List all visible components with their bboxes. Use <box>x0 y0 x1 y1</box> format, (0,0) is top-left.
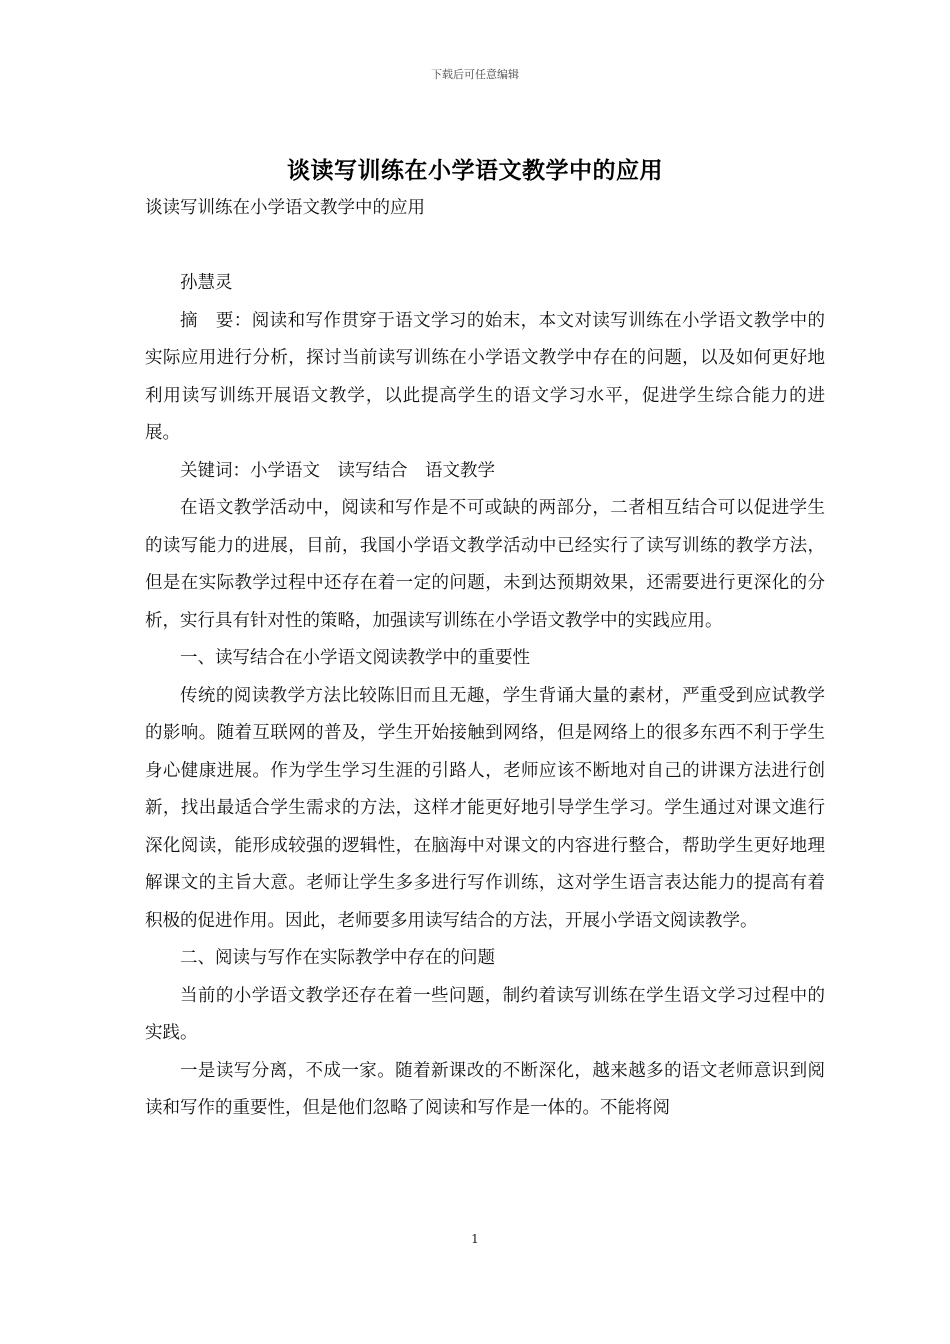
section-2-point-1-paragraph: 一是读写分离，不成一家。随着新课改的不断深化，越来越多的语文老师意识到阅读和写作的重要性，但是他们忽略了阅读和写作是一体的。不能将阅 <box>145 1060 825 1118</box>
section-1-heading: 一、读写结合在小学语文阅读教学中的重要性 <box>180 648 530 668</box>
abstract-paragraph: 摘 要：阅读和写作贯穿于语文学习的始末，本文对读写训练在小学语文教学中的实际应用进行分析，探讨当前读写训练在小学语文教学中存在的问题，以及如何更好地利用读写训练开展语文教学，以此提高学生的语文学习水平，促进学生综合能力的进展。 <box>145 310 825 443</box>
author-name: 孙慧灵 <box>180 273 233 293</box>
page-number: 1 <box>471 1232 479 1246</box>
document-body <box>145 190 825 1128</box>
header-note: 下载后可任意编辑 <box>431 68 519 81</box>
blank-line <box>145 228 825 266</box>
section-1-paragraph: 传统的阅读教学方法比较陈旧而且无趣，学生背诵大量的素材，严重受到应试教学的影响。随着互联网的普及，学生开始接触到网络，但是网络上的很多东西不利于学生身心健康进展。作为学生学习生涯的引路人，老师应该不断地对自己的讲课方法进行创新，找出最适合学生需求的方法，这样才能更好地引导学生学习。学生通过对课文進行深化阅读，能形成较强的逻辑性，在脑海中对课文的内容进行整合，帮助学生更好地理解课文的主旨大意。老师让学生多多进行写作训练，这对学生语言表达能力的提高有着积极的促进作用。因此，老师要多用读写结合的方法，开展小学语文阅读教学。 <box>145 685 825 931</box>
keywords-line: 关键词：小学语文 读写结合 语文教学 <box>180 460 495 481</box>
section-2-paragraph: 当前的小学语文教学还存在着一些问题，制约着读写训练在学生语文学习过程中的实践。 <box>145 985 825 1043</box>
document-title: 谈读写训练在小学语文教学中的应用 <box>287 157 663 184</box>
subtitle-line: 谈读写训练在小学语文教学中的应用 <box>145 198 425 218</box>
intro-paragraph: 在语文教学活动中，阅读和写作是不可或缺的两部分，二者相互结合可以促进学生的读写能力的进展，目前，我国小学语文教学活动中已经实行了读写训练的教学方法，但是在实际教学过程中还存在着一定的问题，未到达预期效果，还需要进行更深化的分析，实行具有针对性的策略，加强读写训练在小学语文教学中的实践应用。 <box>145 498 825 631</box>
section-2-heading: 二、阅读与写作在实际教学中存在的问题 <box>180 948 495 968</box>
